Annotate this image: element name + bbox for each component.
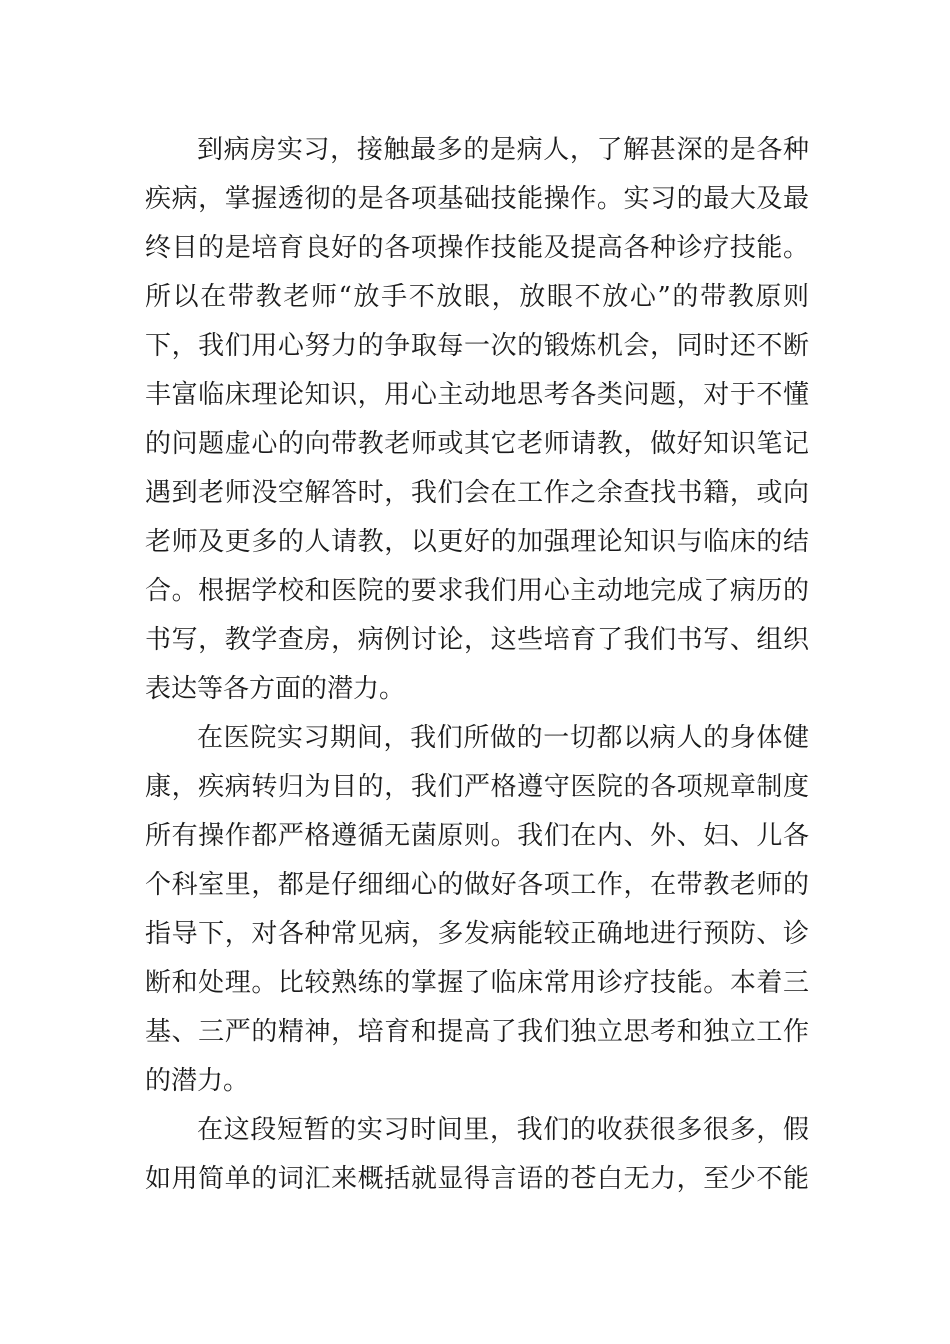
text-line: 断和处理。比较熟练的掌握了临床常用诊疗技能。本着三 [145,968,809,998]
text-line: 所以在带教老师“放手不放眼，放眼不放心”的带教原则 [145,282,809,312]
text-line: 所有操作都严格遵循无菌原则。我们在内、外、妇、儿各 [145,821,809,851]
text-line: 遇到老师没空解答时，我们会在工作之余查找书籍，或向 [145,478,809,508]
text-line: 在这段短暂的实习时间里，我们的收获很多很多，假 [197,1115,809,1145]
paragraph-1 [145,126,809,714]
text-line: 基、三严的精神，培育和提高了我们独立思考和独立工作 [145,1017,809,1047]
text-line: 如用简单的词汇来概括就显得言语的苍白无力，至少不能 [145,1164,809,1194]
paragraph-2 [145,714,809,1106]
text-line: 合。根据学校和医院的要求我们用心主动地完成了病历的 [145,576,809,606]
document-body [145,126,809,1204]
text-line: 老师及更多的人请教，以更好的加强理论知识与临床的结 [145,527,809,557]
text-line: 个科室里，都是仔细细心的做好各项工作，在带教老师的 [145,870,809,900]
text-line: 康，疾病转归为目的，我们严格遵守医院的各项规章制度 [145,772,809,802]
text-line: 书写，教学查房，病例讨论，这些培育了我们书写、组织 [145,625,809,655]
paragraph-3 [145,1106,809,1204]
text-line: 疾病，掌握透彻的是各项基础技能操作。实习的最大及最 [145,184,809,214]
text-line: 到病房实习，接触最多的是病人，了解甚深的是各种 [197,135,809,165]
text-line: 丰富临床理论知识，用心主动地思考各类问题，对于不懂 [145,380,809,410]
text-line: 下，我们用心努力的争取每一次的锻炼机会，同时还不断 [145,331,809,361]
text-line: 表达等各方面的潜力。 [145,674,406,704]
text-line: 终目的是培育良好的各项操作技能及提高各种诊疗技能。 [145,233,809,263]
text-line: 在医院实习期间，我们所做的一切都以病人的身体健 [197,723,809,753]
text-line: 的潜力。 [145,1066,250,1096]
text-line: 的问题虚心的向带教老师或其它老师请教，做好知识笔记 [145,429,809,459]
text-line: 指导下，对各种常见病，多发病能较正确地进行预防、诊 [145,919,809,949]
